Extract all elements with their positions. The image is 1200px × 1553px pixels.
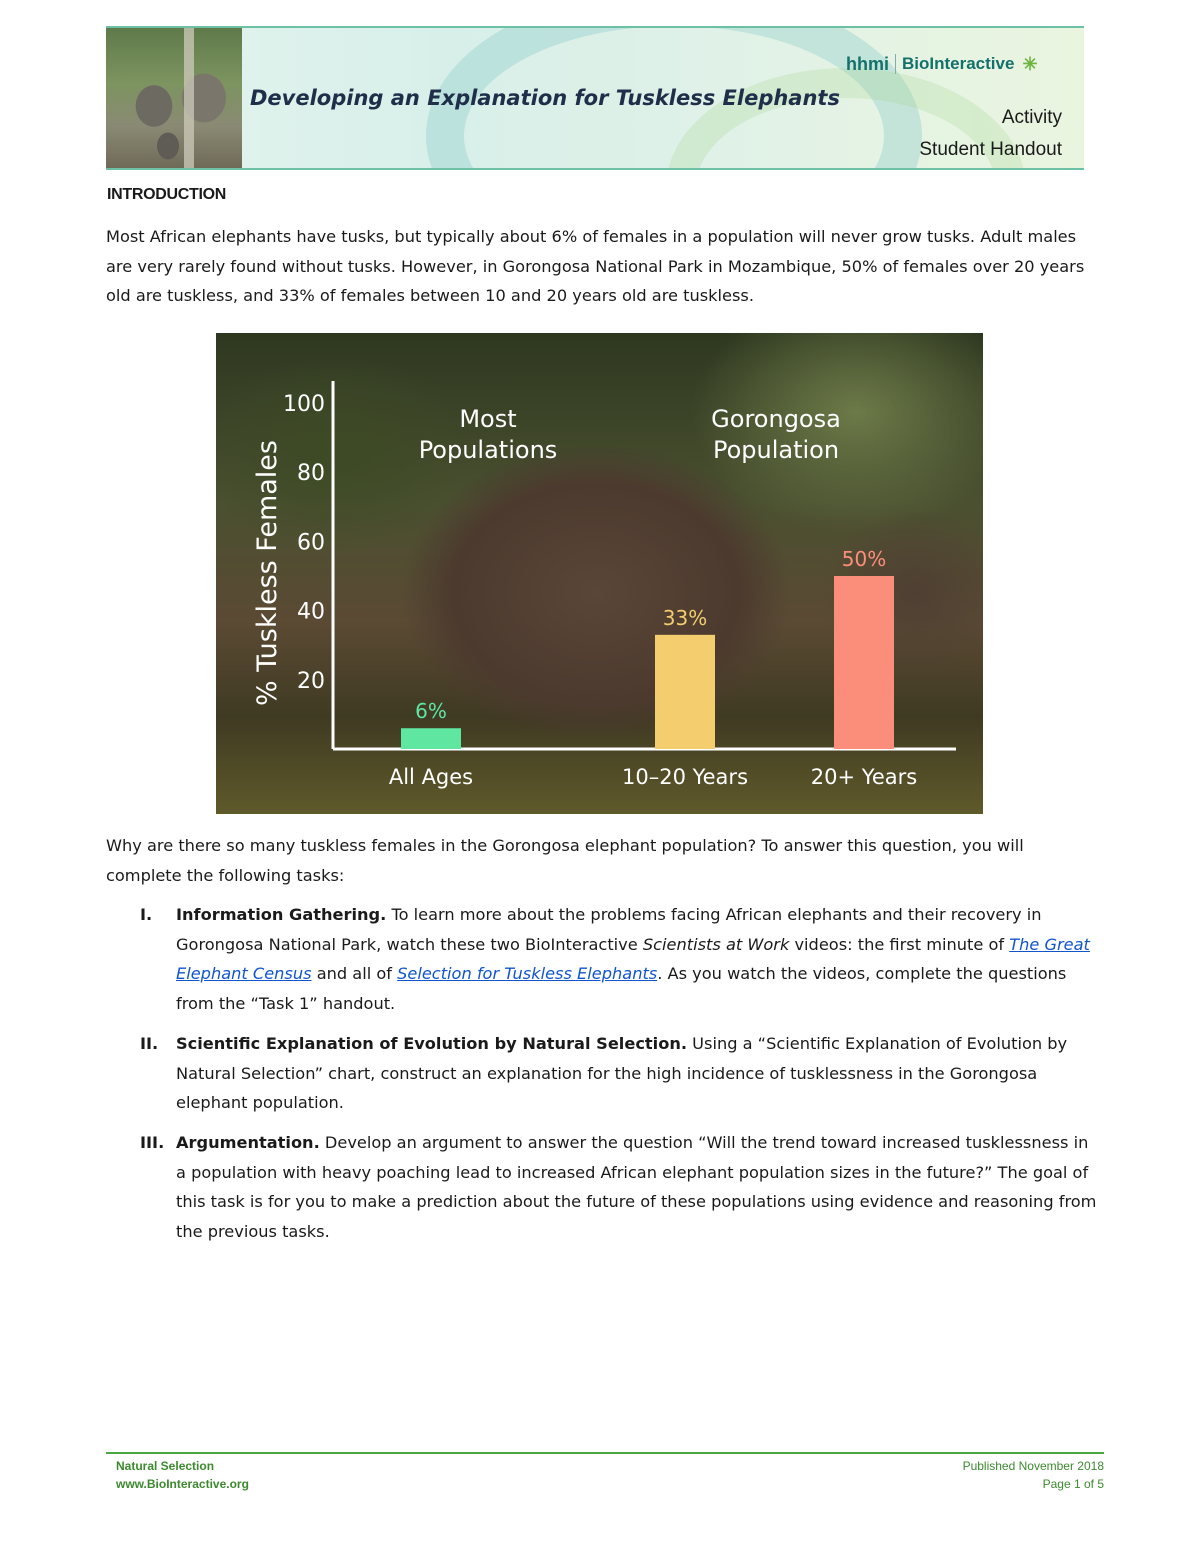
chart-group-label: Gorongosa Population [711, 405, 841, 464]
task-numeral: II. [140, 1034, 159, 1053]
tuskless-females-chart [216, 333, 983, 814]
link-great-elephant-census[interactable]: The Great Elephant Census [176, 934, 1090, 983]
chart-group-label: Most Populations [418, 405, 558, 464]
task-body-text: videos: the first minute of [789, 934, 1010, 954]
series-title: Scientists at Work [642, 934, 790, 954]
elephant-photo-thumbnail [106, 28, 242, 168]
chart-bar [834, 576, 894, 749]
footer-topic: Natural Selection [116, 1459, 215, 1473]
document-title: Developing an Explanation for Tuskless Elephants [250, 86, 840, 110]
chart-x-tick-label: All Ages [388, 765, 474, 789]
brand-name: BioInteractive [902, 54, 1015, 73]
doc-type-student-handout: Student Handout [919, 139, 1062, 160]
task-numeral: I. [140, 905, 153, 924]
footer-left [116, 1457, 249, 1493]
intro-paragraph: Most African elephants have tusks, but typically about 6% of females in a population will never grow tusks. Adult males are very rarely found without tusks. However, in Gorongosa National Park in Mozambique, 50% of females over 20 years old are tuskless, and 33% of females between 10 and 20 years old are tuskless. [106, 227, 1085, 305]
task-lead: Scientific Explanation of Evolution by Natural Selection. [176, 1034, 688, 1053]
task-text [176, 1029, 1101, 1118]
task-body-text: To learn more about the problems facing African elephants and their recovery in Gorongosa National Park, watch these two BioInteractive [176, 905, 1042, 954]
chart-x-tick-label: 10–20 Years [621, 765, 749, 789]
chart-data-label: 50% [841, 547, 887, 571]
task-body-text: Using a “Scientific Explanation of Evolution by Natural Selection” chart, construct an explanation for the high incidence of tusklessness in the Gorongosa elephant population. [176, 1034, 1068, 1112]
task-body-text: and all of [311, 964, 398, 983]
brand-logo [846, 50, 1038, 78]
chart-y-tick-label: 100 [283, 392, 325, 417]
footer-website-link[interactable]: www.BioInteractive.org [116, 1477, 249, 1491]
chart-x-tick-label: 20+ Years [810, 765, 918, 789]
brand-hhmi: hhmi [846, 53, 889, 74]
chart-bar [401, 728, 461, 749]
chart-data-label: 33% [662, 605, 708, 630]
chart-y-tick-label: 80 [297, 461, 325, 487]
footer-divider [106, 1452, 1104, 1454]
footer-right [963, 1457, 1104, 1493]
chart-bar [655, 635, 715, 749]
task-lead: Argumentation. [176, 1133, 320, 1152]
task-text [176, 900, 1101, 1018]
chart-svg [216, 333, 983, 814]
footer-page-number: Page 1 of 5 [1042, 1477, 1104, 1491]
doc-type-activity: Activity [1001, 107, 1062, 128]
task-numeral: III. [140, 1133, 165, 1152]
header-banner [106, 26, 1084, 170]
link-selection-for-tuskless-elephants[interactable]: Selection for Tuskless Elephants [397, 964, 658, 983]
task-lead: Information Gathering. [176, 905, 387, 924]
task-text [176, 1128, 1101, 1246]
task-body-text: Develop an argument to answer the question “Will the trend toward increased tusklessness in a population with heavy poaching lead to increased African elephant population sizes in the future?” The goal of this task is for you to make a prediction about the future of these populations using evidence and reasoning from the previous tasks. [176, 1133, 1097, 1241]
task-body-text: . As you watch the videos, complete the questions from the “Task 1” handout. [176, 964, 1067, 1013]
footer-published-date: Published November 2018 [962, 1459, 1104, 1473]
document-type [919, 102, 1062, 166]
lizard-logo-icon: ✳ [1022, 53, 1038, 74]
question-paragraph: Why are there so many tuskless females in the Gorongosa elephant population? To answer this question, you will complete the following tasks: [106, 836, 1024, 885]
chart-data-label: 6% [415, 699, 447, 724]
chart-y-tick-label: 60 [297, 530, 325, 556]
chart-y-tick-label: 20 [297, 668, 325, 694]
section-heading-introduction: INTRODUCTION [107, 186, 227, 203]
chart-y-tick-label: 40 [297, 599, 325, 625]
chart-y-axis-label: % Tuskless Females [252, 440, 283, 706]
